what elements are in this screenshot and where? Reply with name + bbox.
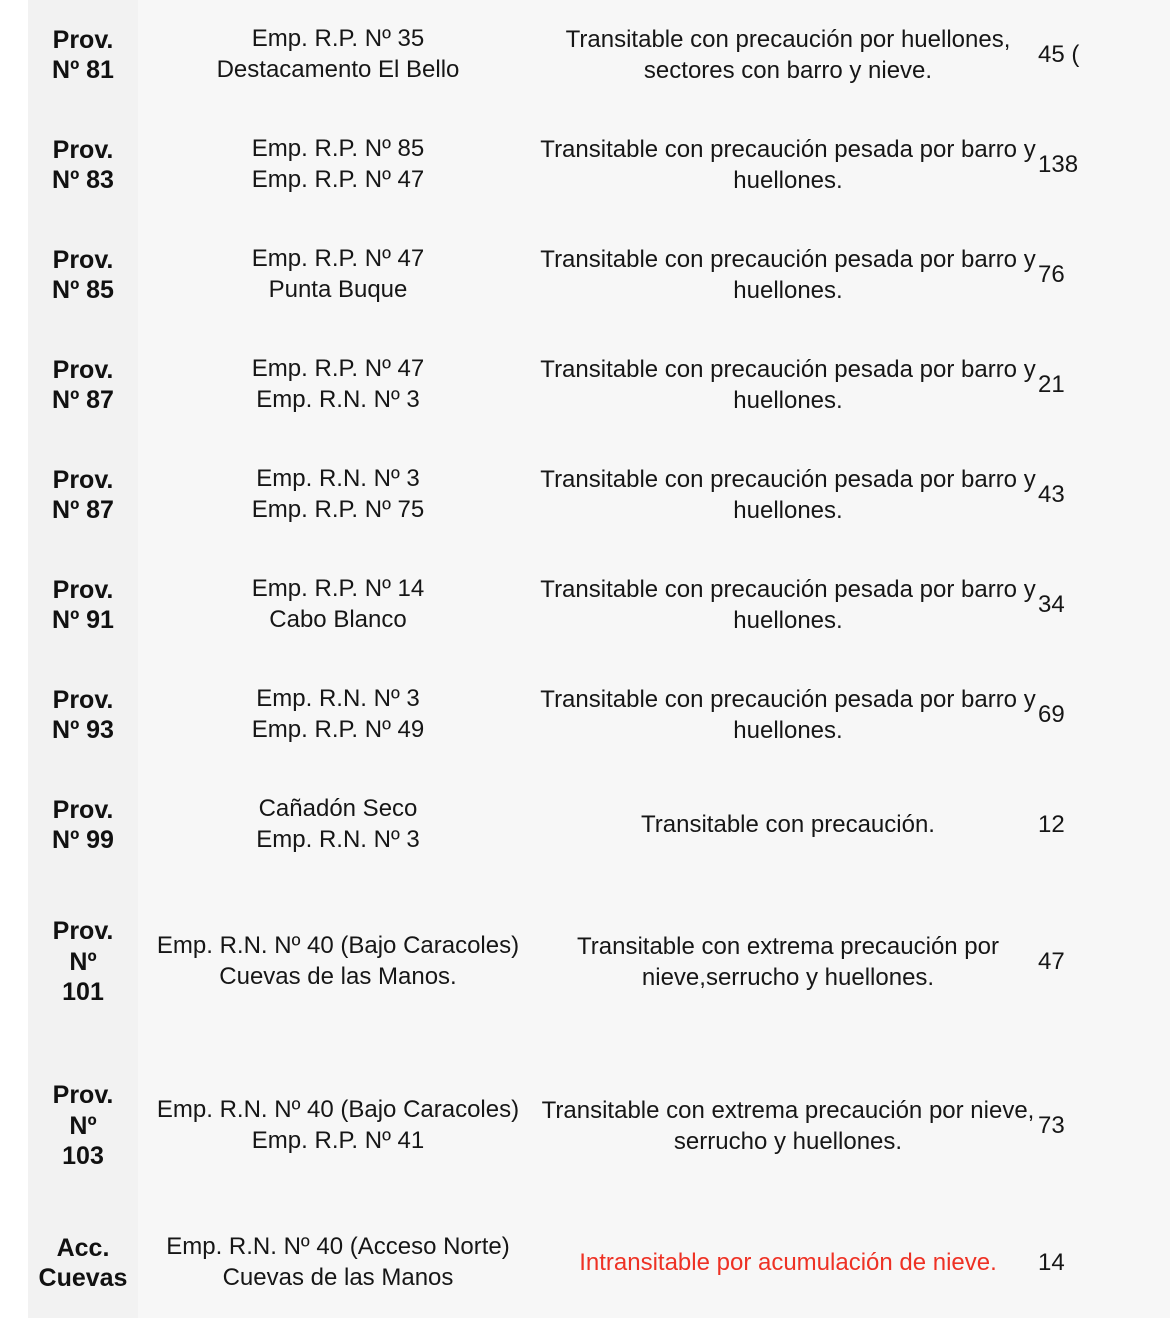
km-cell: 76	[1038, 220, 1170, 330]
table-row	[0, 220, 1170, 330]
estado-cell: Transitable con precaución pesada por barro y huellones.	[538, 440, 1038, 550]
table-row	[0, 0, 1170, 110]
tramo-cell	[138, 0, 538, 110]
estado-cell: Transitable con precaución pesada por barro y huellones.	[538, 110, 1038, 220]
km-cell: 47	[1038, 880, 1170, 1044]
route-line: Nº 85	[52, 276, 114, 304]
table-row	[0, 880, 1170, 1044]
km-cell: 69	[1038, 660, 1170, 770]
tramo-line: Cuevas de las Manos	[222, 1264, 454, 1291]
row-gutter	[0, 1044, 28, 1208]
route-line: Nº 93	[52, 716, 114, 744]
estado-cell: Transitable con extrema precaución por nieve, serrucho y huellones.	[538, 1044, 1038, 1208]
tramo-line: Emp. R.P. Nº 47	[251, 245, 425, 273]
route-line: Prov.	[52, 685, 114, 714]
tramo-line: Emp. R.P. Nº 75	[251, 496, 425, 523]
tramo-cell	[138, 1208, 538, 1318]
route-line: Prov.	[52, 25, 114, 54]
row-gutter	[0, 220, 28, 330]
km-cell: 43	[1038, 440, 1170, 550]
route-line: Nº 87	[52, 386, 114, 414]
table-row	[0, 110, 1170, 220]
estado-cell: Transitable con precaución pesada por barro y huellones.	[538, 660, 1038, 770]
row-gutter	[0, 770, 28, 880]
tramo-cell	[138, 660, 538, 770]
row-gutter	[0, 0, 28, 110]
tramo-line: Emp. R.N. Nº 3	[256, 826, 420, 853]
route-cell	[28, 110, 138, 220]
tramo-line: Emp. R.P. Nº 41	[251, 1127, 425, 1154]
estado-cell: Transitable con precaución.	[538, 770, 1038, 880]
estado-cell: Intransitable por acumulación de nieve.	[538, 1208, 1038, 1318]
row-gutter	[0, 110, 28, 220]
route-line: Prov.	[52, 917, 114, 946]
route-line: 101	[62, 978, 104, 1007]
tramo-line: Destacamento El Bello	[216, 56, 460, 83]
route-line: Prov.	[52, 465, 114, 494]
tramo-cell	[138, 1044, 538, 1208]
route-line: Prov.	[52, 245, 114, 274]
route-line: Prov.	[52, 135, 114, 164]
row-gutter	[0, 1208, 28, 1318]
tramo-cell	[138, 880, 538, 1044]
route-line: Nº 99	[52, 826, 114, 854]
tramo-line: Emp. R.P. Nº 14	[251, 575, 425, 603]
tramo-line: Emp. R.P. Nº 47	[251, 355, 425, 383]
route-line: Nº 81	[52, 56, 114, 84]
route-line: Nº 87	[52, 496, 114, 524]
table-row	[0, 550, 1170, 660]
km-cell: 138	[1038, 110, 1170, 220]
tramo-line: Emp. R.N. Nº 40 (Bajo Caracoles)	[156, 1096, 520, 1124]
tramo-cell	[138, 110, 538, 220]
tramo-line: Emp. R.N. Nº 40 (Bajo Caracoles)	[156, 932, 520, 960]
route-cell	[28, 1044, 138, 1208]
route-line: Prov.	[52, 355, 114, 384]
tramo-line: Punta Buque	[268, 276, 408, 303]
table-row	[0, 1044, 1170, 1208]
route-cell	[28, 440, 138, 550]
route-line: Nº 91	[52, 606, 114, 634]
tramo-line: Emp. R.N. Nº 3	[256, 685, 420, 713]
tramo-line: Cañadón Seco	[258, 795, 418, 823]
route-cell	[28, 770, 138, 880]
table-row	[0, 1208, 1170, 1318]
route-line: Prov.	[52, 1081, 114, 1110]
route-line: Nº 83	[52, 166, 114, 194]
table-row	[0, 440, 1170, 550]
route-line: Cuevas	[38, 1264, 128, 1292]
route-cell	[28, 330, 138, 440]
tramo-cell	[138, 440, 538, 550]
tramo-line: Emp. R.P. Nº 47	[251, 166, 425, 193]
route-cell	[28, 1208, 138, 1318]
row-gutter	[0, 440, 28, 550]
table-row	[0, 660, 1170, 770]
tramo-cell	[138, 770, 538, 880]
km-cell: 34	[1038, 550, 1170, 660]
tramo-line: Emp. R.P. Nº 35	[251, 25, 425, 53]
tramo-line: Cabo Blanco	[269, 606, 407, 633]
table-row	[0, 770, 1170, 880]
tramo-line: Emp. R.N. Nº 3	[256, 465, 420, 493]
row-gutter	[0, 880, 28, 1044]
tramo-line: Emp. R.N. Nº 40 (Acceso Norte)	[166, 1233, 510, 1261]
tramo-cell	[138, 330, 538, 440]
row-gutter	[0, 550, 28, 660]
km-cell: 12	[1038, 770, 1170, 880]
tramo-line: Cuevas de las Manos.	[219, 963, 457, 990]
route-cell	[28, 660, 138, 770]
row-gutter	[0, 330, 28, 440]
route-cell	[28, 0, 138, 110]
route-line: Nº	[69, 1111, 97, 1140]
route-line: Nº	[69, 947, 97, 976]
route-line: Prov.	[52, 795, 114, 824]
table-row	[0, 330, 1170, 440]
km-cell: 45 (	[1038, 0, 1170, 110]
estado-cell: Transitable con extrema precaución por nieve,serrucho y huellones.	[538, 880, 1038, 1044]
km-cell: 73	[1038, 1044, 1170, 1208]
route-cell	[28, 880, 138, 1044]
estado-cell: Transitable con precaución pesada por barro y huellones.	[538, 220, 1038, 330]
tramo-line: Emp. R.P. Nº 85	[251, 135, 425, 163]
route-line: Prov.	[52, 575, 114, 604]
estado-cell: Transitable con precaución pesada por barro y huellones.	[538, 550, 1038, 660]
km-cell: 14	[1038, 1208, 1170, 1318]
km-cell: 21	[1038, 330, 1170, 440]
tramo-cell	[138, 220, 538, 330]
tramo-cell	[138, 550, 538, 660]
estado-cell: Transitable con precaución pesada por barro y huellones.	[538, 330, 1038, 440]
route-line: 103	[62, 1142, 104, 1171]
row-gutter	[0, 660, 28, 770]
route-cell	[28, 550, 138, 660]
estado-cell: Transitable con precaución por huellones, sectores con barro y nieve.	[538, 0, 1038, 110]
tramo-line: Emp. R.P. Nº 49	[251, 716, 425, 743]
tramo-line: Emp. R.N. Nº 3	[256, 386, 420, 413]
route-cell	[28, 220, 138, 330]
route-line: Acc.	[56, 1233, 110, 1262]
